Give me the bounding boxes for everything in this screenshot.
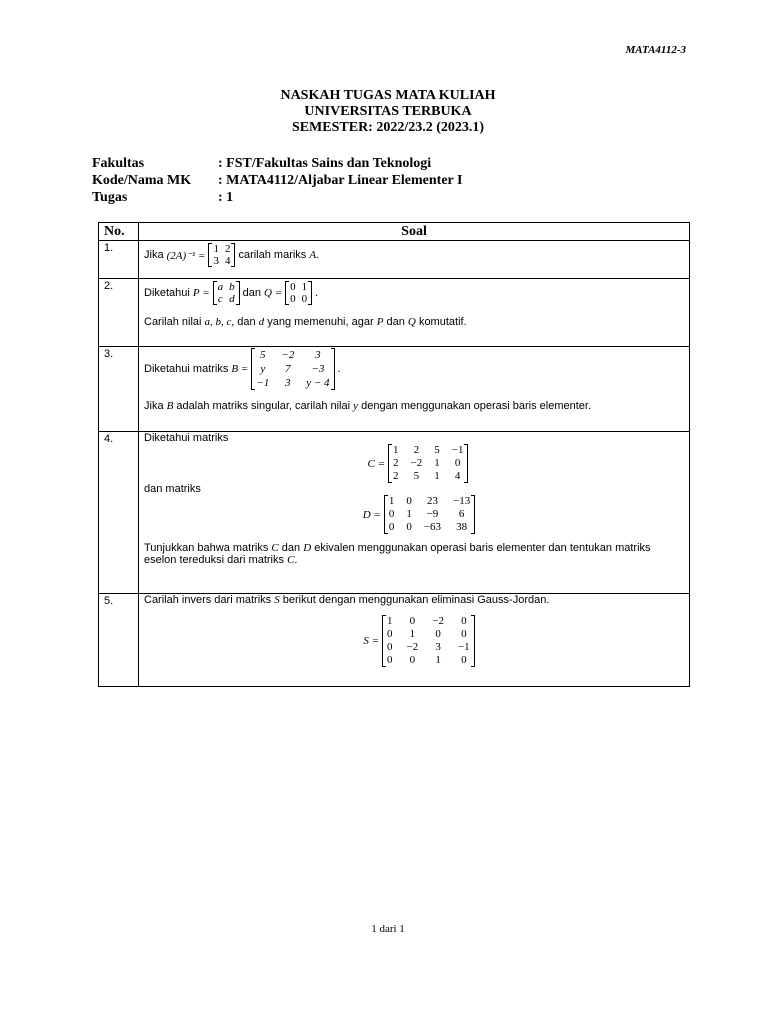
question-table bbox=[98, 222, 690, 687]
matrix-cell: 0 bbox=[301, 293, 308, 305]
question-number: 5. bbox=[99, 594, 139, 687]
title-line-2: UNIVERSITAS TERBUKA bbox=[304, 104, 472, 119]
header-no: No. bbox=[99, 223, 139, 241]
text: adalah matriks singular, carilah nilai bbox=[176, 400, 351, 412]
matrix-cell: 0 bbox=[435, 628, 441, 640]
matrix-cell: −63 bbox=[423, 521, 442, 533]
q4-c: C = bbox=[367, 457, 386, 470]
q1-end: . bbox=[316, 249, 320, 261]
document-code: MATA4112-3 bbox=[625, 44, 686, 56]
matrix-cell: 1 bbox=[393, 444, 399, 456]
matrix-cell: c bbox=[217, 293, 223, 305]
text: eselon tereduksi dari matriks bbox=[144, 554, 285, 566]
matrix-cell: 0 bbox=[290, 293, 296, 305]
matrix-cell: 6 bbox=[458, 508, 465, 520]
variable: D bbox=[303, 542, 312, 554]
matrix-grid bbox=[289, 281, 308, 305]
q5-s: S = bbox=[363, 635, 380, 647]
question-body bbox=[139, 279, 690, 347]
text: . bbox=[294, 554, 298, 566]
matrix-cell: 1 bbox=[301, 281, 308, 293]
question-body bbox=[139, 241, 690, 279]
matrix-cell: 2 bbox=[413, 444, 420, 456]
q4-line-3 bbox=[144, 542, 683, 554]
text: berikut dengan menggunakan eliminasi Gauss-Jordan. bbox=[282, 594, 550, 606]
variable: y bbox=[353, 400, 359, 412]
matrix-cell: 0 bbox=[387, 654, 393, 666]
text: Tunjukkan bahwa matriks bbox=[144, 542, 269, 554]
matrix-grid bbox=[392, 444, 464, 483]
text: dan bbox=[237, 316, 256, 328]
text: ekivalen menggunakan operasi baris elementer dan tentukan matriks bbox=[314, 542, 651, 554]
matrix bbox=[285, 281, 312, 305]
question-row-3 bbox=[99, 347, 690, 432]
matrix-cell: 0 bbox=[387, 641, 393, 653]
page-number: 1 dari 1 bbox=[371, 923, 405, 935]
matrix-grid bbox=[255, 348, 330, 390]
matrix-cell: 1 bbox=[387, 615, 393, 627]
matrix bbox=[384, 495, 475, 534]
matrix-cell: −1 bbox=[457, 641, 470, 653]
matrix-cell: 3 bbox=[284, 377, 291, 389]
text: Jika bbox=[144, 400, 164, 412]
matrix-grid bbox=[217, 281, 236, 305]
q1-text: Jika bbox=[144, 249, 164, 261]
matrix-cell: 0 bbox=[461, 628, 467, 640]
matrix bbox=[388, 444, 468, 483]
matrix-cell: 0 bbox=[388, 508, 395, 520]
matrix-cell: −2 bbox=[406, 641, 419, 653]
question-body bbox=[139, 594, 690, 687]
question-row-2 bbox=[99, 279, 690, 347]
text: dan bbox=[281, 542, 301, 554]
matrix-cell: −2 bbox=[410, 457, 423, 469]
matrix-cell: 2 bbox=[393, 457, 399, 469]
question-number: 1. bbox=[99, 241, 139, 279]
matrix-cell: 2 bbox=[224, 243, 231, 255]
matrix-cell: −2 bbox=[432, 615, 444, 627]
q3-end: . bbox=[337, 363, 341, 375]
q2-line-2 bbox=[144, 316, 683, 328]
matrix-cell: 3 bbox=[435, 641, 441, 653]
q4-line-1: Diketahui matriks bbox=[144, 432, 229, 444]
matrix-cell: 0 bbox=[461, 654, 467, 666]
matrix-cell: −2 bbox=[281, 349, 295, 361]
matrix-cell: d bbox=[229, 293, 235, 305]
matrix-cell: 7 bbox=[284, 363, 291, 375]
text: dan bbox=[386, 316, 405, 328]
question-number: 2. bbox=[99, 279, 139, 347]
matrix-cell: y bbox=[260, 363, 266, 375]
question-body bbox=[139, 432, 690, 594]
matrix-grid bbox=[386, 615, 471, 667]
question-row-5 bbox=[99, 594, 690, 687]
tugas-value: : 1 bbox=[218, 190, 234, 205]
question-row-4 bbox=[99, 432, 690, 594]
variable: P bbox=[376, 316, 384, 328]
q3-text: Diketahui matriks bbox=[144, 363, 229, 375]
matrix bbox=[208, 243, 235, 267]
question-number: 4. bbox=[99, 432, 139, 594]
variable: C bbox=[271, 542, 279, 554]
q2-q: Q = bbox=[264, 287, 283, 299]
q2-dan: dan bbox=[242, 287, 261, 299]
matrix-cell: 1 bbox=[435, 654, 441, 666]
document-title bbox=[0, 88, 768, 136]
q4-line-4 bbox=[144, 554, 683, 566]
question-row-1 bbox=[99, 241, 690, 279]
q1-expression: (2A)⁻¹ = bbox=[166, 249, 206, 262]
q3-line-2 bbox=[144, 400, 683, 412]
matrix-cell: 1 bbox=[406, 508, 412, 520]
matrix-cell: y − 4 bbox=[306, 377, 330, 389]
course-info bbox=[92, 155, 462, 206]
matrix-cell: 1 bbox=[434, 457, 440, 469]
matrix bbox=[382, 615, 475, 667]
q1-text-2: carilah mariks bbox=[238, 249, 307, 261]
matrix-cell: 2 bbox=[393, 470, 399, 482]
text: Carilah invers dari matriks bbox=[144, 594, 272, 606]
matrix-cell: 0 bbox=[388, 521, 395, 533]
matrix-cell: 4 bbox=[454, 470, 461, 482]
matrix-cell: 5 bbox=[260, 349, 266, 361]
variables: a, b, c, bbox=[204, 316, 235, 328]
matrix-cell: 0 bbox=[290, 281, 296, 293]
matrix bbox=[213, 281, 240, 305]
matrix-cell: −13 bbox=[453, 495, 471, 507]
text: Carilah nilai bbox=[144, 316, 202, 328]
fakultas-label: Fakultas bbox=[92, 156, 145, 171]
matrix-cell: b bbox=[229, 281, 235, 293]
q2-text: Diketahui bbox=[144, 287, 190, 299]
q2-end: . bbox=[315, 287, 319, 299]
matrix-cell: −3 bbox=[311, 363, 325, 375]
variable: B bbox=[166, 400, 174, 412]
matrix-cell: 0 bbox=[387, 628, 393, 640]
title-line-3: SEMESTER: 2022/23.2 (2023.1) bbox=[291, 120, 485, 135]
q4-line-2: dan matriks bbox=[144, 483, 201, 495]
matrix-cell: 0 bbox=[406, 495, 412, 507]
matrix-cell: 4 bbox=[224, 255, 231, 267]
q1-variable: A bbox=[309, 249, 317, 261]
title-line-1: NASKAH TUGAS MATA KULIAH bbox=[280, 88, 496, 103]
matrix-cell: −1 bbox=[256, 377, 270, 389]
text: yang memenuhi, agar bbox=[267, 316, 374, 328]
header-soal: Soal bbox=[139, 223, 690, 241]
matrix-grid bbox=[388, 495, 471, 534]
matrix-cell: 0 bbox=[461, 615, 467, 627]
matrix-cell: 38 bbox=[456, 521, 468, 533]
matrix-cell: 5 bbox=[413, 470, 420, 482]
matrix-cell: 3 bbox=[213, 255, 219, 267]
matrix-cell: 1 bbox=[213, 243, 219, 255]
matrix-grid bbox=[212, 243, 231, 267]
matrix-cell: 0 bbox=[409, 654, 416, 666]
matrix-cell: −1 bbox=[451, 444, 464, 456]
kode-value: : MATA4112/Aljabar Linear Elementer I bbox=[218, 173, 463, 188]
text: dengan menggunakan operasi baris elementer. bbox=[361, 400, 592, 412]
matrix-cell: 1 bbox=[388, 495, 395, 507]
matrix bbox=[251, 348, 334, 390]
q4-d: D = bbox=[362, 508, 381, 521]
matrix-cell: 0 bbox=[409, 615, 416, 627]
variable: S bbox=[274, 594, 280, 606]
q5-line-1 bbox=[144, 594, 683, 606]
q2-p: P = bbox=[192, 287, 210, 299]
question-number: 3. bbox=[99, 347, 139, 432]
variable: C bbox=[287, 554, 295, 566]
q3-b: B = bbox=[231, 363, 249, 375]
matrix-cell: 5 bbox=[434, 444, 440, 456]
matrix-cell: 1 bbox=[434, 470, 440, 482]
matrix-cell: −9 bbox=[426, 508, 439, 520]
tugas-label: Tugas bbox=[92, 190, 128, 205]
matrix-cell: 1 bbox=[409, 628, 416, 640]
matrix-cell: 23 bbox=[426, 495, 438, 507]
matrix-cell: 3 bbox=[315, 349, 321, 361]
matrix-cell: 0 bbox=[406, 521, 412, 533]
variable: Q bbox=[407, 316, 416, 328]
fakultas-value: : FST/Fakultas Sains dan Teknologi bbox=[218, 156, 432, 171]
question-body bbox=[139, 347, 690, 432]
text: komutatif. bbox=[418, 316, 467, 328]
matrix-cell: 0 bbox=[454, 457, 461, 469]
table-header-row bbox=[99, 223, 690, 241]
variable: d bbox=[258, 316, 265, 328]
matrix-cell: a bbox=[217, 281, 224, 293]
kode-label: Kode/Nama MK bbox=[92, 173, 192, 188]
